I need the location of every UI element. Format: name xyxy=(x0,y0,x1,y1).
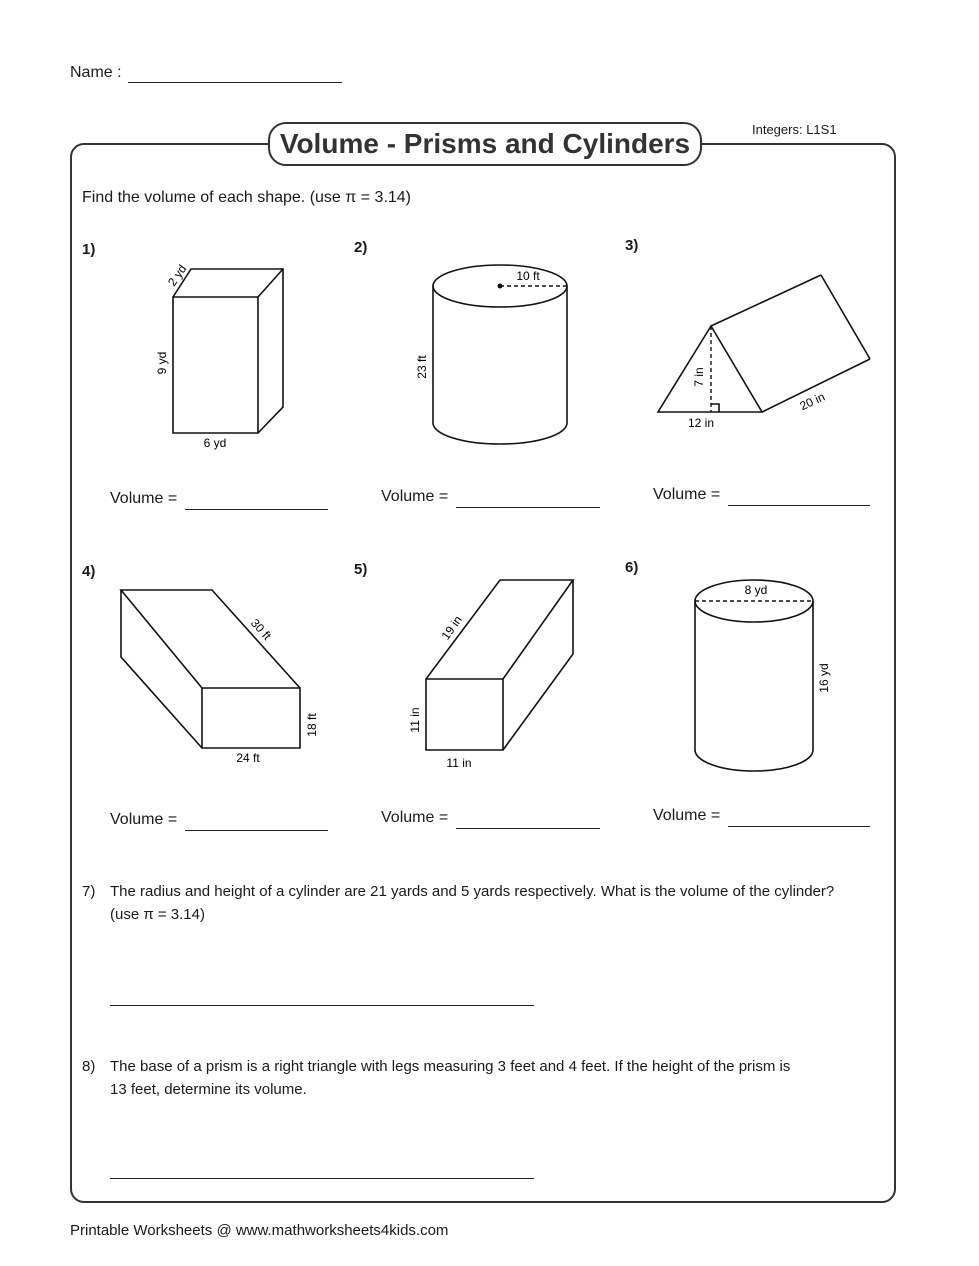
shape-4-rectangular-prism xyxy=(110,580,340,780)
shape-6-diameter-label: 8 yd xyxy=(744,583,768,597)
footer-credit: Printable Worksheets @ www.mathworksheets4kids.com xyxy=(70,1222,449,1239)
shape-1-depth-label: 2 yd xyxy=(164,262,190,289)
problem-8-text xyxy=(110,1055,890,1101)
shape-1-height-label: 9 yd xyxy=(155,351,169,375)
answer-line-2[interactable] xyxy=(456,507,600,508)
problem-3-number: 3) xyxy=(625,237,639,254)
answer-line-4[interactable] xyxy=(185,830,328,831)
problem-7-number: 7) xyxy=(82,883,96,900)
shape-5-width-label: 11 in xyxy=(446,756,472,770)
problem-7-line1: The radius and height of a cylinder are 21 yards and 5 yards respectively. What is the volume of the cylinder? xyxy=(110,883,835,900)
problem-7-text xyxy=(110,880,900,926)
problem-2-number: 2) xyxy=(354,239,368,256)
shape-3-triangular-prism xyxy=(650,265,880,445)
shape-3-height-label: 7 in xyxy=(692,367,706,387)
problem-8-number: 8) xyxy=(82,1058,96,1075)
problem-7-line2: (use π = 3.14) xyxy=(110,906,205,923)
shape-5-height-label: 11 in xyxy=(408,707,422,733)
shape-4-width-label: 24 ft xyxy=(236,751,260,765)
answer-line-7[interactable] xyxy=(110,1005,534,1006)
shape-1-width-label: 6 yd xyxy=(203,436,227,450)
problem-5-number: 5) xyxy=(354,561,368,578)
problem-6-number: 6) xyxy=(625,559,639,576)
page-title: Volume - Prisms and Cylinders xyxy=(268,122,702,166)
shape-4-length-label: 30 ft xyxy=(247,615,274,643)
volume-label-1: Volume = xyxy=(110,490,178,507)
answer-line-8[interactable] xyxy=(110,1178,534,1179)
shape-5-rectangular-prism xyxy=(400,570,590,775)
worksheet-code: Integers: L1S1 xyxy=(752,122,837,137)
problem-4-number: 4) xyxy=(82,563,96,580)
volume-label-3: Volume = xyxy=(653,486,721,503)
volume-label-2: Volume = xyxy=(381,488,449,505)
shape-2-height-label: 23 ft xyxy=(415,355,429,379)
answer-line-1[interactable] xyxy=(185,509,328,510)
answer-line-6[interactable] xyxy=(728,826,870,827)
instructions: Find the volume of each shape. (use π = 3.14) xyxy=(82,189,412,206)
shape-1-rectangular-prism xyxy=(140,255,300,455)
name-label: Name : xyxy=(70,64,122,81)
name-input-line[interactable] xyxy=(128,82,342,83)
shape-3-length-label: 20 in xyxy=(797,389,828,414)
shape-3-base-label: 12 in xyxy=(687,416,715,430)
shape-2-radius-label: 10 ft xyxy=(516,269,540,283)
volume-label-5: Volume = xyxy=(381,809,449,826)
shape-2-cylinder xyxy=(410,255,590,455)
problem-1-number: 1) xyxy=(82,241,96,258)
shape-5-length-label: 19 in xyxy=(438,613,465,643)
answer-line-5[interactable] xyxy=(456,828,600,829)
shape-6-height-label: 16 yd xyxy=(817,663,831,693)
shape-6-cylinder xyxy=(680,570,840,780)
volume-label-4: Volume = xyxy=(110,811,178,828)
volume-label-6: Volume = xyxy=(653,807,721,824)
problem-8-line2: 13 feet, determine its volume. xyxy=(110,1081,307,1098)
shape-4-height-label: 18 ft xyxy=(305,713,319,737)
answer-line-3[interactable] xyxy=(728,505,870,506)
problem-8-line1: The base of a prism is a right triangle with legs measuring 3 feet and 4 feet. If the height of the prism is xyxy=(110,1058,791,1075)
